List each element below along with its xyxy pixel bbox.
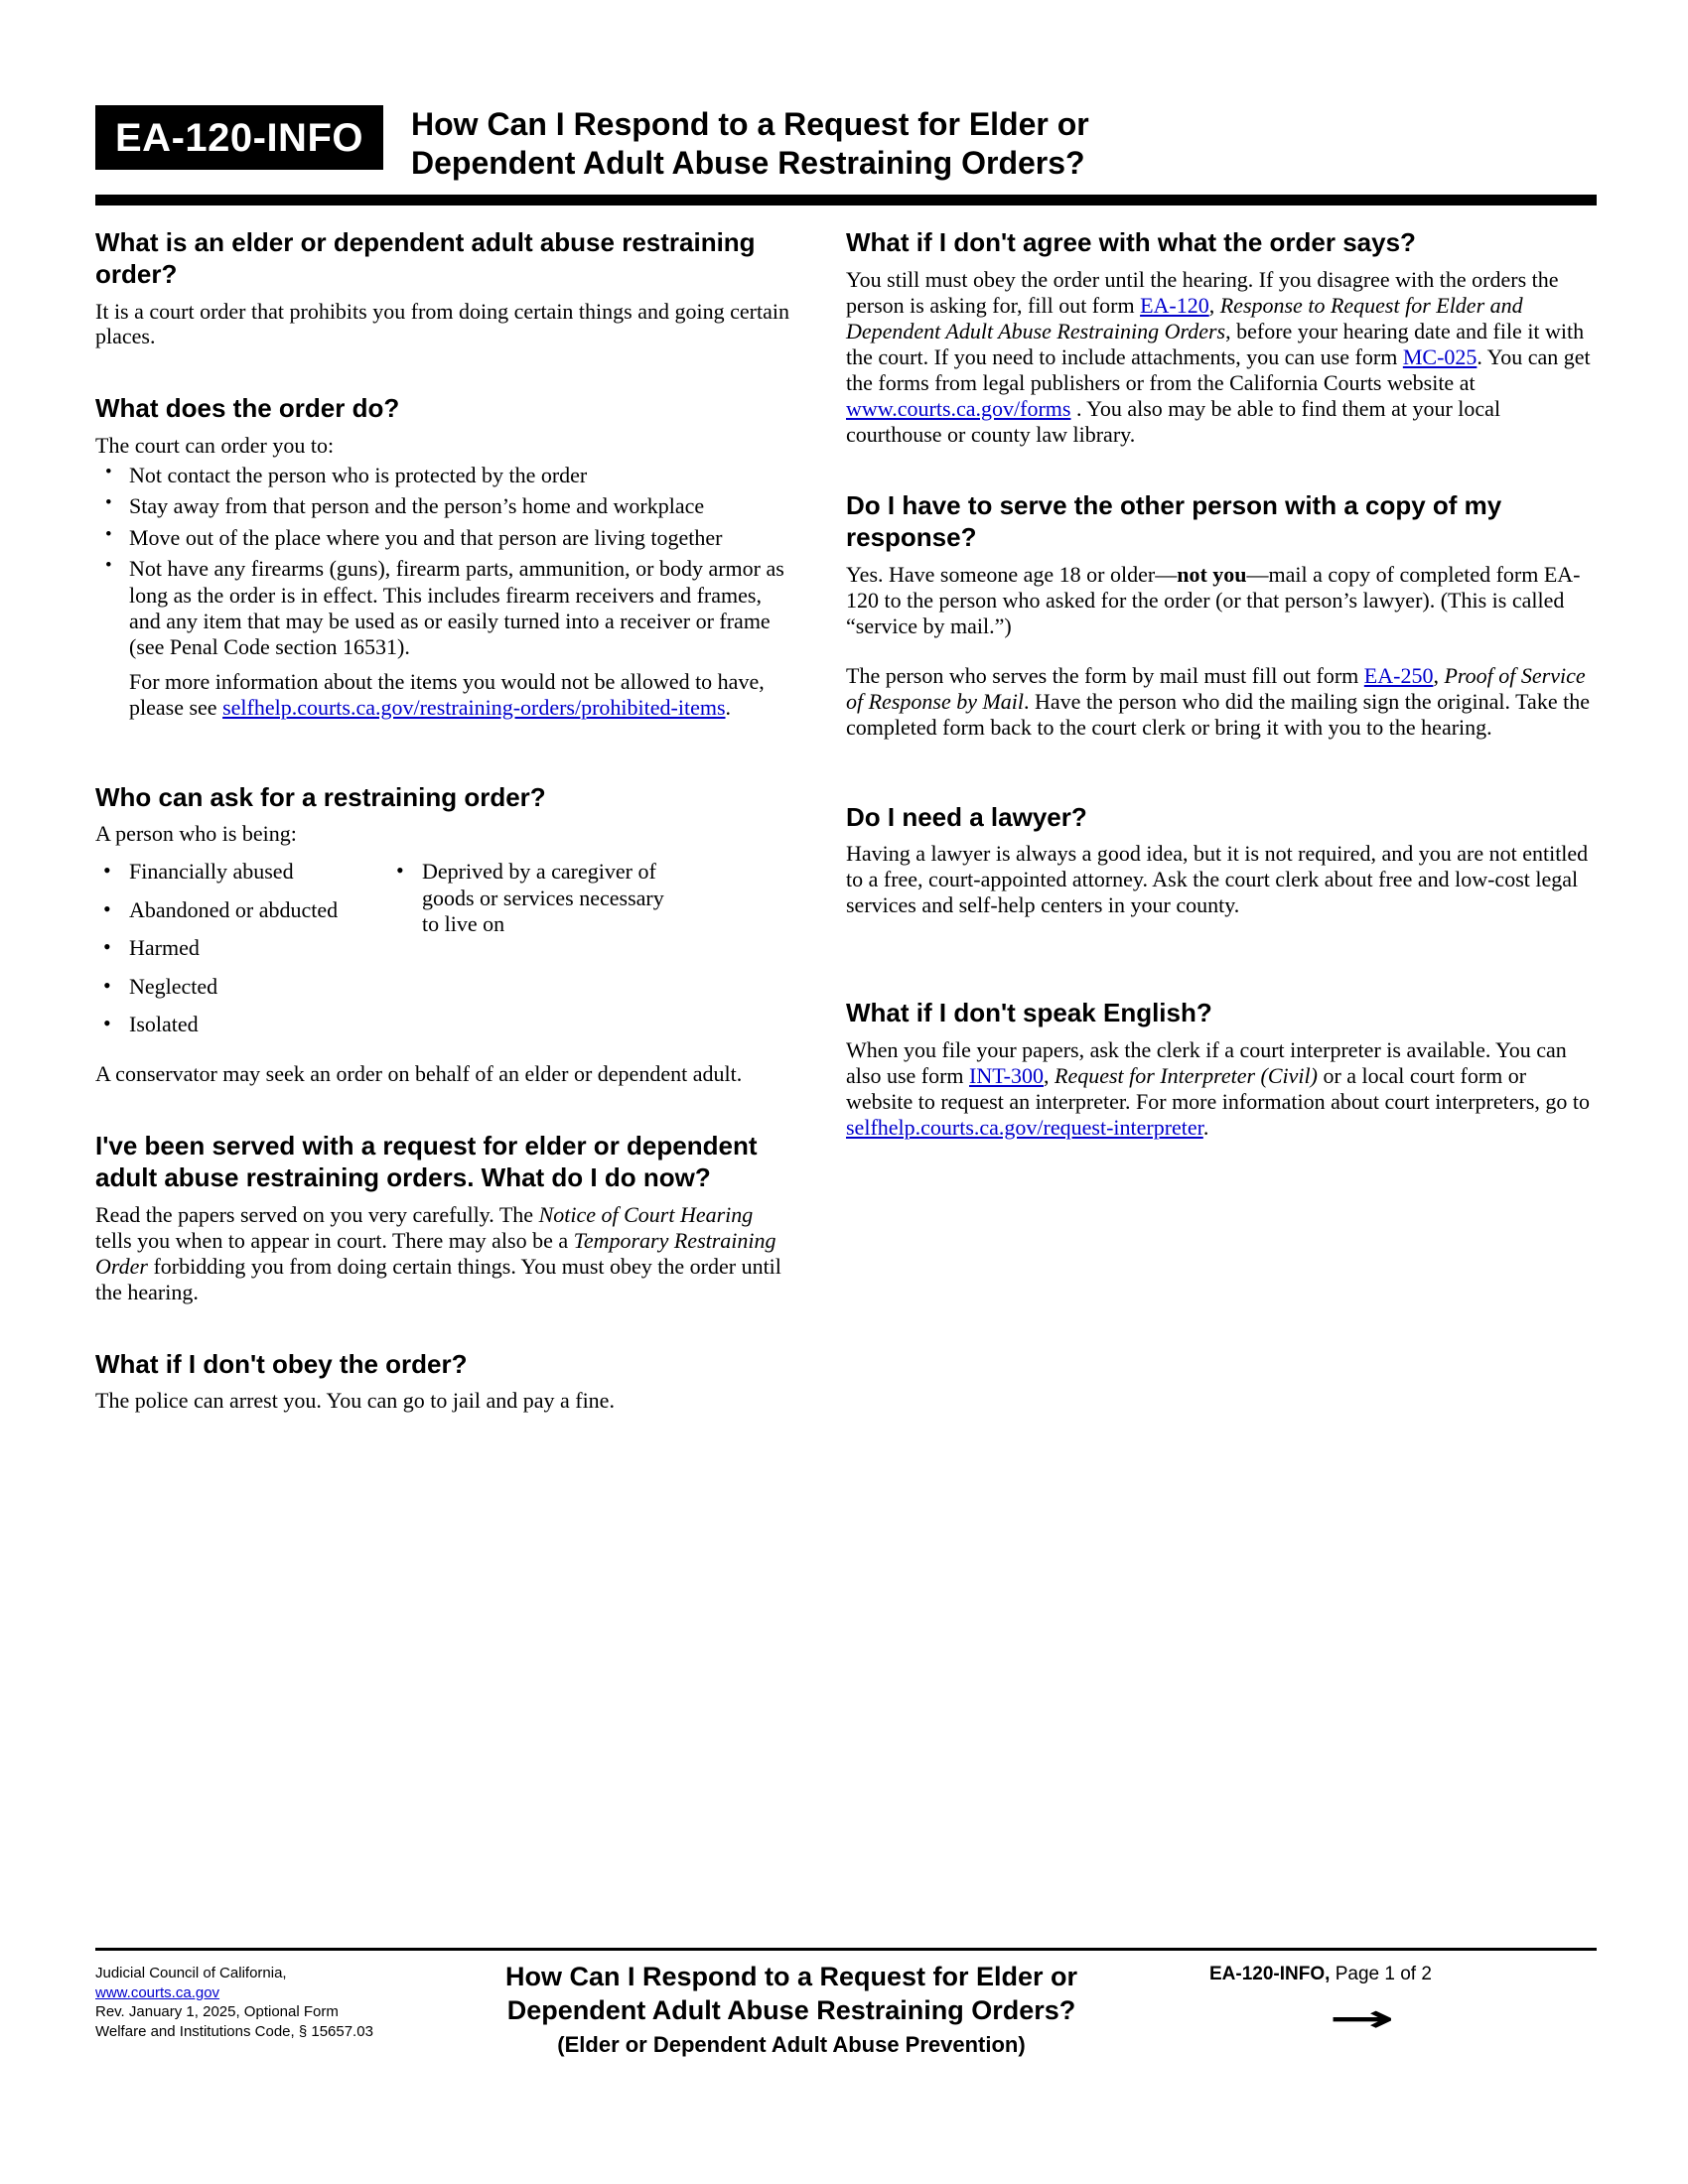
section-english <box>846 998 1597 1141</box>
section-served <box>95 1131 790 1304</box>
abuse-types-column-1 <box>95 859 388 1049</box>
footer-title-line1: How Can I Respond to a Request for Elder or <box>504 1962 1078 1991</box>
paragraph: The police can arrest you. You can go to jail and pay a fine. <box>95 1388 615 1414</box>
abuse-types-columns <box>95 859 790 1049</box>
text-segment: . Have the person who did the mailing sign the original. Take the completed form back to the court clerk or bring it with you to the hearing. <box>846 688 1590 740</box>
text-segment: Judicial Council of California, <box>95 1965 287 1981</box>
text-segment: For more information about the items you would not be allowed to have, please see <box>129 668 765 720</box>
abuse-types-list-1 <box>95 859 388 1037</box>
abuse-types-list-2 <box>388 859 686 937</box>
footer-title-subline: (Elder or Dependent Adult Abuse Prevention) <box>557 2031 1026 2057</box>
list-item <box>103 935 388 961</box>
prohibited-items-note <box>129 669 790 721</box>
document-body <box>95 227 1597 1414</box>
section-heading: Do I need a lawyer? <box>846 801 1087 832</box>
footer-form-number: EA-120-INFO, <box>1209 1964 1331 1984</box>
footer-code-line: Welfare and Institutions Code, § 15657.03 <box>95 2022 373 2040</box>
list-item <box>105 463 790 488</box>
left-column <box>95 227 790 1414</box>
text-segment: . <box>1202 1114 1209 1140</box>
text-segment: forbidding you from doing certain things. You must obey the order until the hearing. <box>95 1253 781 1304</box>
text-segment: . You can get the forms from legal publishers or from the California Courts website at <box>846 343 1591 395</box>
paragraph <box>846 562 1597 639</box>
section-heading: Do I have to serve the other person with a copy of my response? <box>846 490 1502 553</box>
list-item <box>105 525 790 551</box>
footer-page-block <box>1180 1959 1597 2040</box>
section-heading: What is an elder or dependent adult abuse restraining order? <box>95 227 756 289</box>
section-heading: Who can ask for a restraining order? <box>95 781 546 812</box>
document-header <box>95 105 1597 183</box>
text-segment: The person who serves the form by mail must fill out form <box>846 662 1364 688</box>
text-segment: Abandoned or abducted <box>129 896 339 922</box>
paragraph: A person who is being: <box>95 821 297 847</box>
text-link[interactable]: MC-025 <box>1402 343 1477 369</box>
list-item <box>103 974 388 1000</box>
paragraph <box>846 663 1597 741</box>
text-segment: Notice of Court Hearing <box>538 1201 754 1227</box>
list-item <box>105 493 790 519</box>
text-segment: Isolated <box>129 1011 199 1036</box>
section-heading: What if I don't agree with what the order says? <box>846 227 1416 258</box>
text-link[interactable]: www.courts.ca.gov <box>95 1983 220 2001</box>
order-bullet-list <box>95 463 790 661</box>
footer-form-title <box>403 1959 1180 2058</box>
paragraph <box>95 1202 790 1305</box>
text-link[interactable]: selfhelp.courts.ca.gov/request-interpreter <box>846 1114 1203 1140</box>
section-who-can-ask <box>95 782 790 1088</box>
next-page-arrow-row <box>1209 1996 1597 2040</box>
footer-grid <box>95 1959 1597 2058</box>
text-segment: . You also may be able to find them at your local courthouse or county law library. <box>846 395 1501 447</box>
footer-title-line2: Dependent Adult Abuse Restraining Orders? <box>506 1994 1076 2025</box>
document-title-line1: How Can I Respond to a Request for Elder or <box>411 106 1089 142</box>
conservator-note: A conservator may seek an order on behalf of an elder or dependent adult. <box>95 1061 743 1087</box>
text-segment: . <box>725 694 732 720</box>
text-link[interactable]: selfhelp.courts.ca.gov/restraining-orders/prohibited-items <box>222 694 726 720</box>
text-segment: Harmed <box>129 935 200 961</box>
section-heading: What does the order do? <box>95 393 400 424</box>
section-lawyer <box>846 802 1597 919</box>
text-link[interactable]: EA-250 <box>1363 662 1434 688</box>
text-segment: tells you when to appear in court. There may also be a <box>95 1227 574 1253</box>
list-item <box>103 859 388 885</box>
section-heading: I've been served with a request for elder or dependent adult abuse restraining orders. What do I do now? <box>95 1131 758 1193</box>
section-heading: What if I don't obey the order? <box>95 1348 468 1379</box>
text-segment: , before your hearing date and file it with the court. If you need to include attachments, you can use form <box>846 318 1585 369</box>
section-disagree <box>846 227 1597 447</box>
list-item <box>103 1012 388 1037</box>
text-segment: Yes. Have someone age 18 or older— <box>846 561 1178 587</box>
paragraph: It is a court order that prohibits you from doing certain things and going certain places. <box>95 298 789 349</box>
text-segment: Neglected <box>129 973 218 999</box>
section-serve-response <box>846 490 1597 740</box>
next-page-arrow-icon: → <box>1329 1996 1395 2040</box>
text-segment: not you <box>1177 561 1247 587</box>
right-column <box>846 227 1597 1414</box>
list-item <box>105 556 790 661</box>
list-item <box>103 897 388 923</box>
document-footer <box>95 1948 1597 2058</box>
footer-rule <box>95 1948 1597 1951</box>
document-title-line2: Dependent Adult Abuse Restraining Orders? <box>411 145 1085 182</box>
section-what-is <box>95 227 790 349</box>
paragraph: Having a lawyer is always a good idea, but it is not required, and you are not entitled to a free, court-appointed attorney. Ask the court clerk about free and low-cost legal services and self-help centers in your county. <box>846 841 1589 918</box>
text-segment: Stay away from that person and the person’s home and workplace <box>129 493 705 519</box>
text-link[interactable]: EA-120 <box>1140 292 1209 318</box>
text-segment: Read the papers served on you very carefully. The <box>95 1201 539 1227</box>
text-link[interactable]: www.courts.ca.gov/forms <box>846 395 1071 421</box>
footer-publisher-line <box>95 1964 403 2002</box>
text-segment: or a local court form or website to request an interpreter. For more information about court interpreters, go to <box>846 1062 1590 1114</box>
text-link[interactable]: INT-300 <box>969 1062 1044 1088</box>
form-number: EA-120-INFO <box>115 116 363 160</box>
text-segment: Response to Request for Elder and Dependent Adult Abuse Restraining Orders <box>846 292 1523 343</box>
text-segment: Not have any firearms (guns), firearm parts, ammunition, or body armor as long as the order is in effect. This includes firearm receivers and frames, and any item that may be used as or easily turned into a receiver or frame (see Penal Code section 16531). <box>129 556 784 660</box>
abuse-types-column-2 <box>388 859 686 1049</box>
header-rule <box>95 195 1597 205</box>
text-segment: , <box>1433 662 1445 688</box>
text-segment: —mail a copy of completed form EA-120 to the person who asked for the order (or that person’s lawyer). (This is called “service by mail.”) <box>846 561 1581 638</box>
text-segment: When you file your papers, ask the clerk if a court interpreter is available. You can also use form <box>846 1036 1567 1088</box>
text-segment: Financially abused <box>129 859 294 885</box>
text-segment: , <box>1044 1062 1055 1088</box>
text-segment: Not contact the person who is protected by the order <box>129 463 588 488</box>
document-title <box>411 105 1089 183</box>
text-segment: Temporary Restraining Order <box>95 1227 776 1279</box>
paragraph: The court can order you to: <box>95 433 335 459</box>
text-segment: Request for Interpreter (Civil) <box>1055 1062 1318 1088</box>
section-heading: What if I don't speak English? <box>846 998 1212 1028</box>
text-segment: Deprived by a caregiver of goods or services necessary to live on <box>422 859 664 937</box>
text-segment: You still must obey the order until the hearing. If you disagree with the orders the person is asking for, fill out form <box>846 266 1559 318</box>
text-segment: Move out of the place where you and that person are living together <box>129 524 723 550</box>
list-item <box>396 859 686 937</box>
section-what-does <box>95 393 790 720</box>
footer-revision-line: Rev. January 1, 2025, Optional Form <box>95 2003 339 2020</box>
paragraph <box>846 1037 1597 1141</box>
text-segment: , <box>1208 292 1220 318</box>
footer-page-number: Page 1 of 2 <box>1335 1964 1432 1984</box>
footer-publisher-block <box>95 1959 403 2041</box>
form-number-badge <box>95 105 383 170</box>
text-segment: Proof of Service of Response by Mail <box>846 662 1586 714</box>
paragraph <box>846 267 1597 448</box>
section-obey <box>95 1349 790 1415</box>
